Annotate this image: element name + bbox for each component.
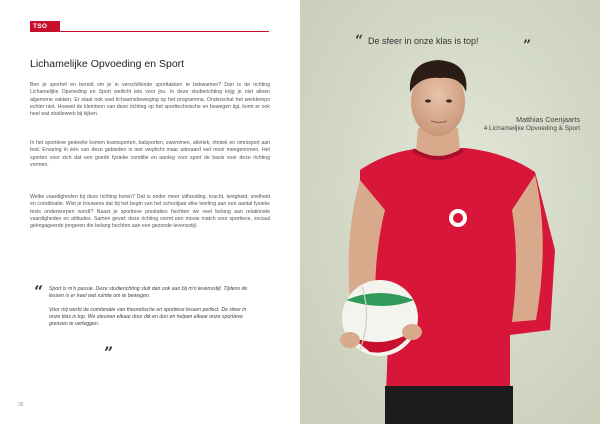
left-hand [340,332,360,348]
body-paragraph: In het sportieve gedeelte komen teamsporten, balsporten, zwemmen, atletiek, ritmiek en omnisport aan bod. Ervaring in één van deze gebieden is niet verplicht maar uiteraard wel mooi meegenomen. Het sporten voor zich dat een goede fysieke conditie en aanleg voor sport de basis voor deze richting vormen. [30,140,270,168]
body-paragraph: Ben je sportief en bereid om je in verschillende sporttakken te bekwamen? Dan is de richting Lichamelijke Opvoeding en Sport wellicht iets voor jou. In deze studierichting krijg je niet alleen algemene vakken. Er staat ook veel lichaamsbeweging op het programma. Onderschat het werktempo echter niet. Hoewel de klemtoon van deze richting op het sporttechnische en bewegen ligt, komt er ook heel wat studiewerk bij kijken. [30,82,270,118]
pull-quote-line: Sport is m'n passie. Deze studierichting sluit dan ook aan bij m'n levensstijl. Tijdens de lessen is er heel wat ruimte om te bewegen. [49,286,248,300]
photo-headline-quote: De sfeer in onze klas is top! [368,36,479,46]
eye [446,99,452,102]
page-title: Lichamelijke Opvoeding en Sport [30,58,185,70]
page-number: 36 [18,402,24,408]
photo-caption [470,116,580,133]
student-photo [300,0,600,424]
header-rule [30,31,269,32]
black-shorts [385,386,513,424]
section-tag: TSO [30,21,60,32]
quote-open-icon: “ [34,282,44,301]
caption-program: 4 Lichamelijke Opvoeding & Sport [483,124,580,132]
right-hand [402,324,422,340]
photo-quote-open-icon: “ [355,33,364,49]
pull-quote-line: Voor mij werkt de combinatie van theoretische en sportieve lessen perfect. De sfeer in onze klas is top. We steunen elkaar door dik en dun en helpen elkaar onze sportieve grenzen te verleggen. [49,307,247,328]
eye [425,99,431,102]
shirt-logo-inner [453,213,463,223]
photo-quote-close-icon: ” [523,38,532,54]
body-paragraph: Welke vaardigheden bij deze richting horen? Dat is onder meer uithouding, kracht, lenigheid, snelheid en coördinatie. Wist je trouwens dat bij het begin van het schooljaar elke leerling aan een aantal fysieke tests onderworpen wordt? Naast je sportieve prestaties hechten we veel belang aan relationele vaardigheden en attitudes. Samen gevat: deze richting vormt een mooie match voor sportieve, sociaal geëngageerde jongeren die belang hechten aan een gezonde levensstijl. [30,194,270,230]
quote-close-icon: ” [104,343,114,362]
caption-name: Matthias Coenjaarts [516,115,580,124]
pull-quote [49,286,249,335]
